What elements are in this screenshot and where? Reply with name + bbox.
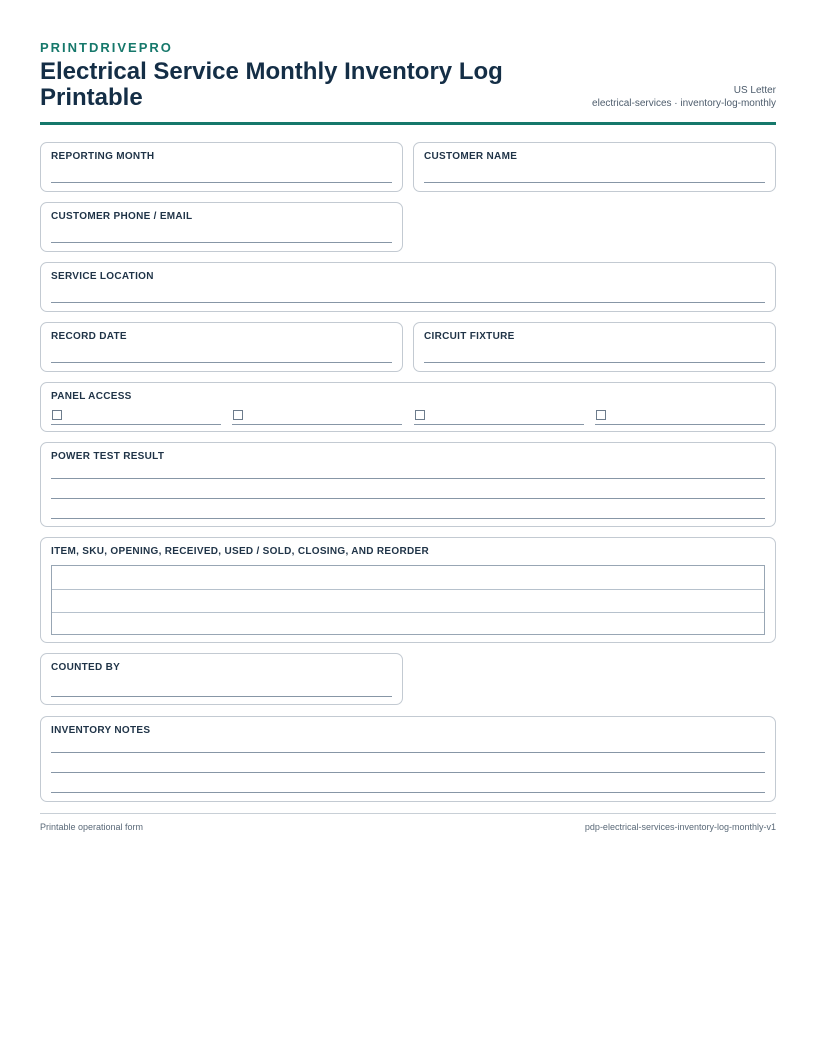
footer-form-id: pdp-electrical-services-inventory-log-monthly-v1 xyxy=(584,822,776,832)
write-line[interactable] xyxy=(424,362,765,363)
panel-access-checkbox[interactable] xyxy=(233,410,243,420)
write-line[interactable] xyxy=(424,182,765,183)
paper-size: US Letter xyxy=(733,85,776,96)
write-line[interactable] xyxy=(51,696,392,697)
write-line[interactable] xyxy=(51,182,392,183)
inventory-table-section xyxy=(40,537,776,643)
panel-access-field xyxy=(40,382,776,432)
panel-access-checkbox[interactable] xyxy=(415,410,425,420)
customer-name-field[interactable] xyxy=(413,142,776,192)
footer-left-text: Printable operational form xyxy=(40,822,144,832)
write-line[interactable] xyxy=(51,518,765,519)
inventory-table-label: ITEM, SKU, OPENING, RECEIVED, USED / SOLD, CLOSING, AND REORDER xyxy=(51,546,430,557)
circuit-fixture-label: CIRCUIT FIXTURE xyxy=(424,331,515,342)
write-line[interactable] xyxy=(51,478,765,479)
table-row-divider xyxy=(52,589,764,590)
customer-name-label: CUSTOMER NAME xyxy=(424,151,518,162)
service-location-label: SERVICE LOCATION xyxy=(51,271,154,282)
page-header xyxy=(40,40,776,126)
panel-access-option-line[interactable] xyxy=(414,424,584,425)
write-line[interactable] xyxy=(51,498,765,499)
inventory-table[interactable] xyxy=(51,565,765,635)
write-line[interactable] xyxy=(51,792,765,793)
footer-rule xyxy=(40,813,776,814)
header-rule xyxy=(40,122,776,125)
counted-by-label: COUNTED BY xyxy=(51,662,121,673)
panel-access-option-line[interactable] xyxy=(232,424,402,425)
panel-access-checkbox[interactable] xyxy=(52,410,62,420)
brand-name: PRINTDRIVEPRO xyxy=(40,40,173,55)
table-row-divider xyxy=(52,612,764,613)
write-line[interactable] xyxy=(51,302,765,303)
inventory-notes-field[interactable] xyxy=(40,716,776,802)
reporting-month-field[interactable] xyxy=(40,142,403,192)
panel-access-option-line[interactable] xyxy=(595,424,765,425)
panel-access-checkbox[interactable] xyxy=(596,410,606,420)
document-path: electrical-services · inventory-log-monthly xyxy=(592,98,776,109)
panel-access-option-line[interactable] xyxy=(51,424,221,425)
record-date-label: RECORD DATE xyxy=(51,331,127,342)
page-title: Electrical Service Monthly Inventory Log Printable xyxy=(40,58,503,111)
write-line[interactable] xyxy=(51,362,392,363)
reporting-month-label: REPORTING MONTH xyxy=(51,151,155,162)
panel-access-label: PANEL ACCESS xyxy=(51,391,132,402)
counted-by-field[interactable] xyxy=(40,653,403,705)
circuit-fixture-field[interactable] xyxy=(413,322,776,372)
customer-contact-label: CUSTOMER PHONE / EMAIL xyxy=(51,211,193,222)
write-line[interactable] xyxy=(51,772,765,773)
write-line[interactable] xyxy=(51,242,392,243)
service-location-field[interactable] xyxy=(40,262,776,312)
customer-contact-field[interactable] xyxy=(40,202,403,252)
inventory-notes-label: INVENTORY NOTES xyxy=(51,725,151,736)
record-date-field[interactable] xyxy=(40,322,403,372)
write-line[interactable] xyxy=(51,752,765,753)
power-test-result-label: POWER TEST RESULT xyxy=(51,451,165,462)
power-test-result-field[interactable] xyxy=(40,442,776,527)
document-meta xyxy=(592,84,776,110)
